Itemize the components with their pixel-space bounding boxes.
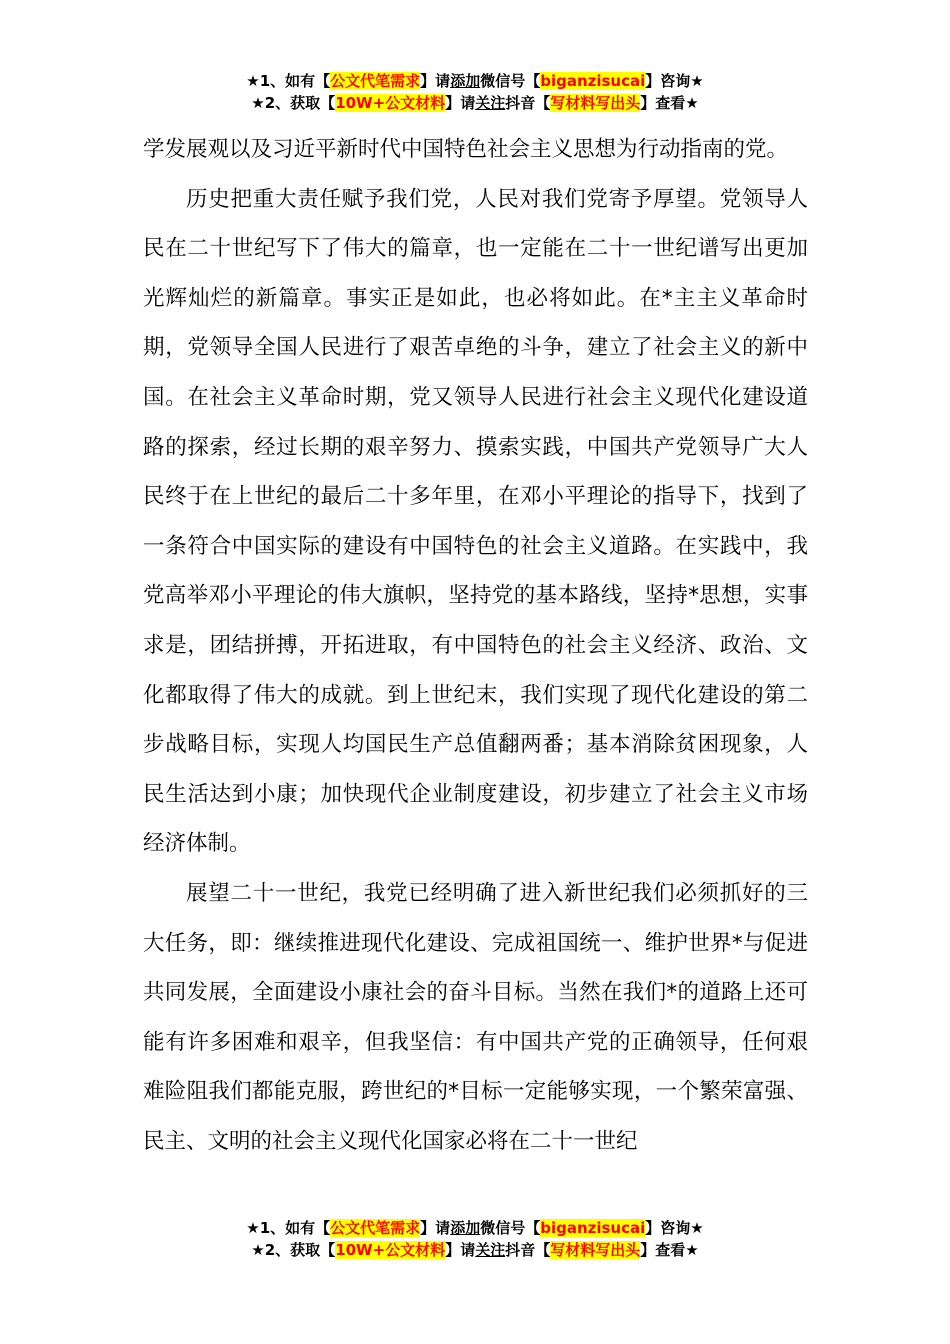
banner-text: 】查看★ — [640, 1241, 699, 1259]
footer-banner — [0, 1217, 950, 1261]
highlight-service: 公文代笔需求 — [330, 1219, 421, 1237]
banner-text: 】请 — [445, 94, 476, 112]
banner-text: 】查看★ — [640, 94, 699, 112]
paragraph-2: 历史把重大责任赋予我们党，人民对我们党寄予厚望。党领导人民在二十世纪写下了伟大的篇章，也一定能在二十一世纪谱写出更加光辉灿烂的新篇章。事实正是如此，也必将如此。在*主主义革命时期，党领导全国人民进行了艰苦卓绝的斗争，建立了社会主义的新中国。在社会主义革命时期，党又领导人民进行社会主义现代化建设道路的探索，经过长期的艰辛努力、摸索实践，中国共产党领导广大人民终于在上世纪的最后二十多年里，在邓小平理论的指导下，找到了一条符合中国实际的建设有中国特色的社会主义道路。在实践中，我党高举邓小平理论的伟大旗帜，坚持党的基本路线，坚持*思想，实事求是，团结拼搏，开拓进取，有中国特色的社会主义经济、政治、文化都取得了伟大的成就。到上世纪末，我们实现了现代化建设的第二步战略目标，实现人均国民生产总值翻两番；基本消除贫困现象，人民生活达到小康；加快现代企业制度建设，初步建立了社会主义市场经济体制。 — [143, 186, 808, 857]
banner-text: 抖音【 — [505, 1241, 551, 1259]
banner-text: ★1、如有【 — [246, 1219, 331, 1237]
highlight-materials: 10W+公文材料 — [335, 1241, 446, 1259]
underlined-text: 添加 — [450, 72, 481, 90]
highlight-wechat-id: biganzisucai — [540, 1219, 646, 1237]
banner-text: 微信号【 — [480, 72, 541, 90]
banner-line-1 — [0, 70, 950, 92]
banner-text: ★1、如有【 — [246, 72, 331, 90]
banner-line-1 — [0, 1217, 950, 1239]
header-banner — [0, 70, 950, 114]
banner-text: ★2、获取【 — [251, 94, 336, 112]
highlight-wechat-id: biganzisucai — [540, 72, 646, 90]
highlight-douyin-account: 写材料写出头 — [550, 1241, 641, 1259]
banner-text: ★2、获取【 — [251, 1241, 336, 1259]
banner-text: 】请 — [445, 1241, 476, 1259]
highlight-service: 公文代笔需求 — [330, 72, 421, 90]
highlight-materials: 10W+公文材料 — [335, 94, 446, 112]
banner-text: 】咨询★ — [645, 1219, 704, 1237]
banner-text: 抖音【 — [505, 94, 551, 112]
banner-text: 】请 — [420, 72, 451, 90]
underlined-text: 关注 — [475, 1241, 506, 1259]
underlined-text: 关注 — [475, 94, 506, 112]
highlight-douyin-account: 写材料写出头 — [550, 94, 641, 112]
underlined-text: 添加 — [450, 1219, 481, 1237]
banner-line-2 — [0, 92, 950, 114]
banner-text: 微信号【 — [480, 1219, 541, 1237]
paragraph-3: 展望二十一世纪，我党已经明确了进入新世纪我们必须抓好的三大任务，即：继续推进现代化建设、完成祖国统一、维护世界*与促进共同发展，全面建设小康社会的奋斗目标。当然在我们*的道路上还可能有许多困难和艰辛，但我坚信：有中国共产党的正确领导，任何艰难险阻我们都能克服，跨世纪的*目标一定能够实现，一个繁荣富强、民主、文明的社会主义现代化国家必将在二十一世纪 — [143, 880, 808, 1154]
banner-text: 】咨询★ — [645, 72, 704, 90]
banner-text: 】请 — [420, 1219, 451, 1237]
paragraph-1: 学发展观以及习近平新时代中国特色社会主义思想为行动指南的党。 — [143, 137, 789, 162]
banner-line-2 — [0, 1239, 950, 1261]
document-body — [143, 125, 808, 1166]
